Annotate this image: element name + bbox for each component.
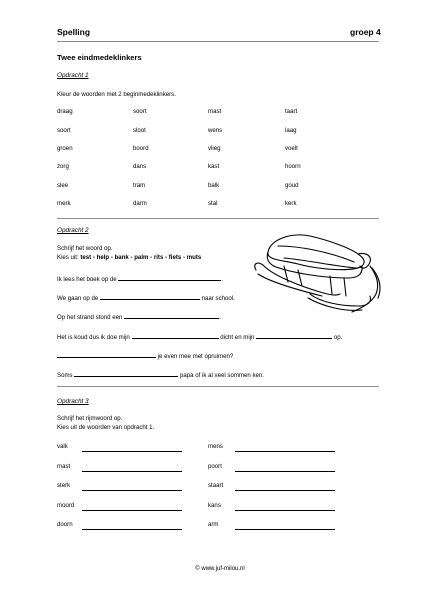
answer-blank[interactable] — [57, 350, 156, 358]
sentence-text: dicht en mijn — [220, 334, 255, 341]
choose-words: test - help - bank - palm - rits - fiets - muts — [80, 254, 202, 261]
grid-word: draag — [57, 108, 73, 115]
rhyme-word: valk — [57, 443, 68, 450]
opdracht-1-heading: Opdracht 1 — [57, 72, 89, 79]
group-label: groep 4 — [350, 27, 381, 37]
grid-word: soort — [133, 108, 147, 115]
grid-word: wens — [208, 127, 223, 134]
grid-word: boord — [133, 145, 149, 152]
subject-label: Spelling — [57, 27, 91, 37]
grid-word: voelt — [285, 145, 298, 152]
grid-word: kast — [208, 163, 220, 170]
sentence-text: We gaan op de — [57, 295, 99, 302]
sentence-text: . — [219, 314, 221, 321]
grid-word: dans — [133, 163, 147, 170]
grid-word: soort — [57, 127, 71, 134]
sentence-5 — [57, 350, 233, 361]
sentence-text: op. — [333, 334, 343, 341]
choose-prefix: Kies uit: — [57, 254, 81, 261]
sentence-text: Soms — [57, 372, 73, 379]
rhyme-word: poort — [208, 463, 222, 470]
rhyme-answer-line[interactable] — [235, 529, 335, 530]
rhyme-answer-line[interactable] — [82, 451, 182, 452]
grid-word: goud — [285, 182, 299, 189]
rhyme-word: kans — [208, 502, 221, 509]
grid-word: vlieg — [208, 145, 221, 152]
rhyme-word: mens — [208, 443, 223, 450]
opdracht-3-heading: Opdracht 3 — [57, 398, 89, 405]
rhyme-word: sterk — [57, 482, 71, 489]
grid-word: hoorn — [285, 163, 301, 170]
grid-word: zorg — [57, 163, 69, 170]
rhyme-answer-line[interactable] — [235, 490, 335, 491]
grid-word: stal — [208, 200, 218, 207]
grid-word: mast — [208, 108, 222, 115]
sled-illustration — [250, 222, 385, 320]
opdracht-2-instruction: Schrijf het woord op. — [57, 245, 113, 252]
sentence-text: Het is koud dus ik doe mijn — [57, 334, 130, 341]
rhyme-answer-line[interactable] — [235, 471, 335, 472]
section-divider — [57, 218, 379, 219]
answer-blank[interactable] — [256, 331, 332, 339]
sentence-text: naar school. — [201, 295, 235, 302]
sentence-2 — [57, 292, 235, 303]
rhyme-answer-line[interactable] — [235, 510, 335, 511]
answer-blank[interactable] — [100, 292, 200, 300]
rhyme-answer-line[interactable] — [235, 451, 335, 452]
grid-word: kerk — [285, 200, 297, 207]
answer-blank[interactable] — [124, 311, 219, 319]
sentence-1 — [57, 273, 223, 284]
grid-word: groen — [57, 145, 73, 152]
grid-word: tram — [133, 182, 146, 189]
worksheet-title: Twee eindmedeklinkers — [57, 53, 142, 62]
sentence-4 — [57, 331, 342, 342]
section-divider — [57, 386, 379, 387]
rhyme-answer-line[interactable] — [82, 471, 182, 472]
sentence-text: papa of ik al veel sommen ken. — [179, 372, 264, 379]
sentence-text: Ik lees het boek op de — [57, 276, 117, 283]
answer-blank[interactable] — [118, 273, 224, 283]
grid-word: sloot — [133, 127, 146, 134]
sentence-text: je even mee met opruimen? — [157, 353, 234, 360]
choose-words-line — [57, 253, 201, 262]
header-divider — [57, 41, 379, 42]
rhyme-answer-line[interactable] — [82, 529, 182, 530]
grid-word: merk — [57, 200, 71, 207]
rhyme-word: staart — [208, 482, 224, 489]
grid-word: darm — [133, 200, 147, 207]
grid-word: slee — [57, 182, 69, 189]
opdracht-3-instruction-1: Schrijf het rijmwoord op. — [57, 415, 123, 422]
rhyme-word: arm — [208, 521, 219, 528]
rhyme-word: mast — [57, 463, 71, 470]
footer-credit: © www.juf-milou.nl — [195, 566, 245, 572]
grid-word: balk — [208, 182, 220, 189]
answer-blank[interactable] — [132, 331, 219, 339]
sentence-text: Op het strand stond een — [57, 314, 123, 321]
rhyme-word: doorn — [57, 521, 73, 528]
sentence-6 — [57, 369, 264, 380]
opdracht-2-heading: Opdracht 2 — [57, 227, 89, 234]
rhyme-answer-line[interactable] — [82, 490, 182, 491]
grid-word: taart — [285, 108, 298, 115]
sentence-text: . — [221, 276, 224, 283]
sentence-3 — [57, 311, 221, 322]
grid-word: laag — [285, 127, 297, 134]
answer-blank[interactable] — [74, 369, 178, 377]
opdracht-1-instruction: Kleur de woorden met 2 beginmedeklinkers. — [57, 91, 176, 98]
opdracht-3-instruction-2: Kies uit de woorden van opdracht 1. — [57, 424, 155, 431]
rhyme-word: moord — [57, 502, 75, 509]
rhyme-answer-line[interactable] — [82, 510, 182, 511]
